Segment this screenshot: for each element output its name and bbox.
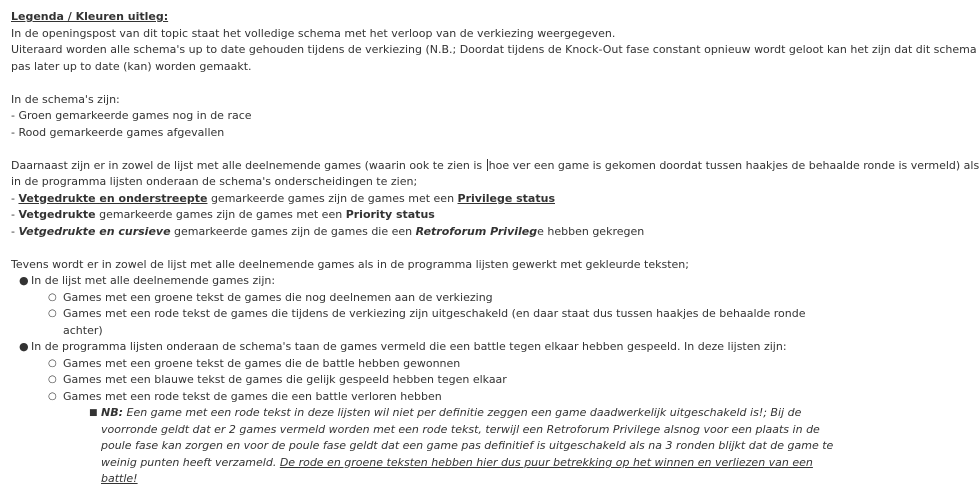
privilege-line [11, 191, 843, 208]
intro-line-2: Uiteraard worden alle schema's up to date gehouden tijdens de verkiezing (N.B.; Doordat tijdens de Knock-Out fase constant opnieuw wordt geloot kan het zijn dat dit schema [11, 43, 977, 56]
spacer [11, 141, 843, 158]
colored-intro: Tevens wordt er in zowel de lijst met alle deelnemende games als in de programma lijsten gewerkt met gekleurde teksten; [11, 257, 689, 271]
circle-bullet-icon: ○ [48, 374, 57, 385]
privilege-mid: gemarkeerde games zijn de games met een [207, 191, 458, 205]
section2-list [11, 356, 843, 488]
priority-strong: Vetgedrukte [18, 208, 96, 221]
disc-bullet-icon: ● [19, 274, 29, 287]
circle-bullet-icon: ○ [48, 291, 57, 303]
list-item [11, 290, 843, 307]
priority-mid: gemarkeerde games zijn de games met een [95, 208, 346, 221]
list-item [11, 339, 843, 488]
colored-list [11, 273, 843, 488]
section2-item-red: Games met een rode tekst de games die een battle verloren hebben [63, 389, 442, 403]
privilege-strong: Vetgedrukte en onderstreepte [18, 191, 208, 205]
retroforum-strong: Vetgedrukte en cursieve [18, 224, 171, 238]
nb-body: Een game met een rode tekst in deze lijsten wil niet per definitie zeggen een game daadwerkelijk uitgeschakeld is!; Bij de voorronde geldt dat er 2 games vermeld worden met een rode tekst, terwijl een Retroforum Privilege alsnog voor een plaats in de poule fase kan zorgen en voor de poule fase geldt dat een game pas definitief is uitgeschakeld als na 3 ronden blijkt dat de game te weinig punten heeft verzameld. [101, 406, 834, 469]
list-item [11, 372, 843, 389]
list-item [11, 356, 843, 373]
list-item [11, 389, 843, 488]
lists-intro-text-b: hoe ver een game is gekomen doordat tussen haakjes de behaalde ronde is vermeld) als [488, 158, 979, 172]
retroforum-end: e hebben gekregen [537, 224, 645, 238]
retroforum-line [11, 224, 843, 241]
section2-item-blue: Games met een blauwe tekst de games die gelijk gespeeld hebben tegen elkaar [63, 373, 507, 386]
spacer [11, 240, 843, 257]
section1-list [11, 290, 843, 340]
list-item [11, 273, 843, 339]
circle-bullet-icon: ○ [48, 390, 57, 402]
disc-bullet-icon: ● [19, 340, 29, 353]
privilege-status: Privilege status [457, 191, 555, 205]
list-item [11, 306, 843, 339]
section1-item-green: Games met een groene tekst de games die nog deelnemen aan de verkiezing [63, 290, 493, 304]
nb-note [11, 405, 843, 488]
nb-label: NB: [101, 406, 123, 419]
section2-item-green: Games met een groene tekst de games die de battle hebben gewonnen [63, 356, 461, 370]
note-list [11, 405, 843, 488]
circle-bullet-icon: ○ [48, 357, 57, 369]
section1-item-red: Games met een rode tekst de games die tijdens de verkiezing zijn uitgeschakeld (en daar staat dus tussen haakjes de behaalde ronde achter) [63, 307, 806, 337]
lists-intro-text-a: Daarnaast zijn er in zowel de lijst met alle deelnemende games (waarin ook te zien is [11, 158, 483, 172]
intro-line-3: pas later up to date (kan) worden gemaakt. [11, 59, 252, 73]
post-body [11, 9, 979, 488]
schemas-item-red: - Rood gemarkeerde games afgevallen [11, 125, 225, 139]
schemas-heading: In de schema's zijn: [11, 92, 120, 106]
dash: - [11, 191, 19, 205]
legend-title: Legenda / Kleuren uitleg: [11, 10, 169, 23]
priority-line [11, 207, 843, 224]
intro-line-1: In de openingspost van dit topic staat het volledige schema met het verloop van de verkiezing weergegeven. [11, 26, 616, 40]
text-cursor [487, 159, 488, 171]
nb-tail: De rode en groene teksten hebben hier dus puur betrekking op het winnen en verliezen van een battle! [101, 455, 813, 485]
priority-status: Priority status [345, 208, 435, 221]
section2-label: In de programma lijsten onderaan de schema's taan de games vermeld die een battle tegen elkaar hebben gespeeld. In deze lijsten zijn: [31, 340, 787, 353]
dash: - [11, 208, 19, 221]
lists-intro-line-2: in de programma lijsten onderaan de schema's onderscheidingen te zien; [11, 175, 418, 188]
section1-label: In de lijst met alle deelnemende games zijn: [31, 274, 276, 287]
lists-intro-line-1 [11, 158, 979, 175]
dash: - [11, 224, 19, 238]
circle-bullet-icon: ○ [48, 308, 57, 319]
retroforum-mid: gemarkeerde games zijn de games die een [170, 224, 416, 238]
square-bullet-icon: ■ [89, 408, 98, 418]
schemas-item-green: - Groen gemarkeerde games nog in de race [11, 109, 252, 122]
spacer [11, 75, 843, 92]
retroforum-status: Retroforum Privileg [415, 224, 538, 238]
